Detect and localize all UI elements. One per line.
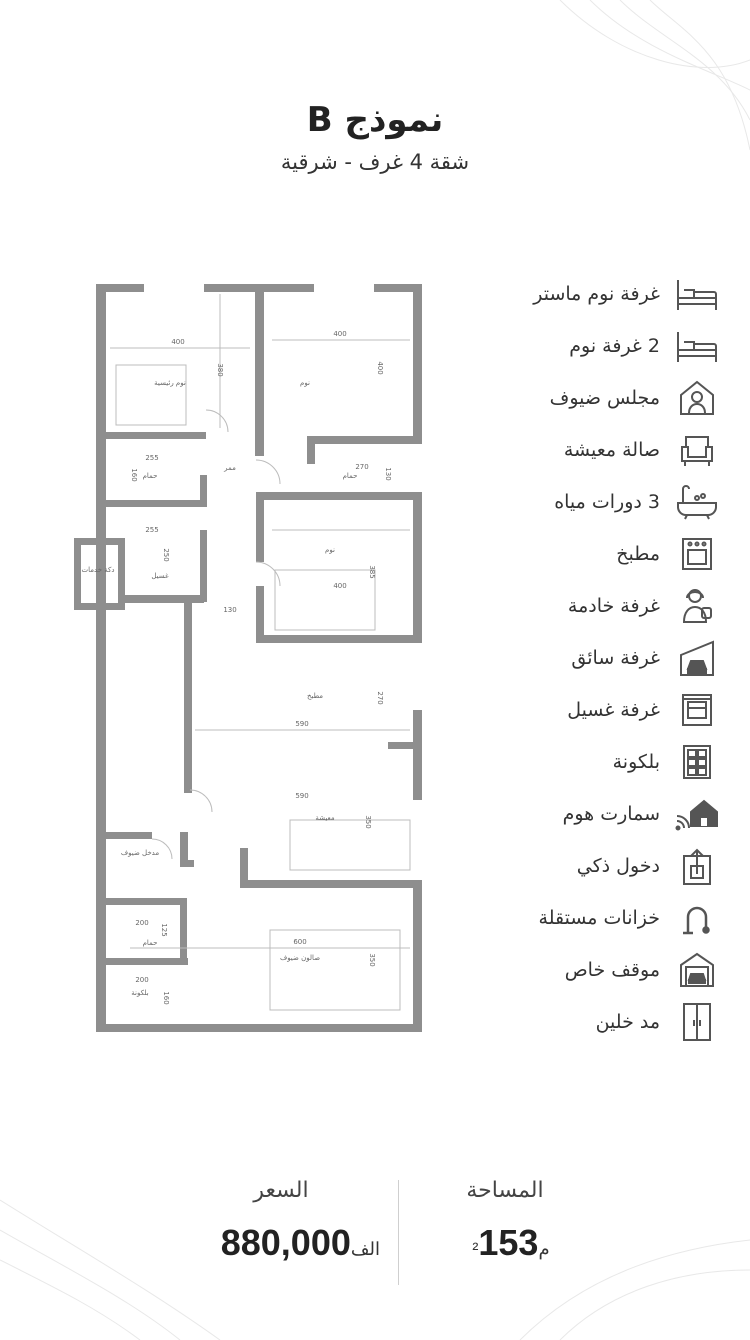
page-subtitle: شقة 4 غرف - شرقية xyxy=(280,150,470,174)
price-label: السعر xyxy=(253,1178,309,1203)
dim-label: 200 xyxy=(135,976,149,984)
dim-label: 255 xyxy=(145,526,159,534)
kitchen-label: مطبخ xyxy=(306,692,324,700)
oven-icon xyxy=(674,534,720,574)
feature-item xyxy=(480,430,720,470)
smart-home-icon xyxy=(674,794,720,834)
armchair-icon xyxy=(674,430,720,470)
feature-item xyxy=(480,586,720,626)
dim-label: 125 xyxy=(160,923,168,937)
dim-label: 350 xyxy=(368,953,376,967)
feature-label: موقف خاص xyxy=(564,959,660,981)
dim-label: 200 xyxy=(135,919,149,927)
water-tank-icon xyxy=(674,898,720,938)
storage-label: دكة خدمات xyxy=(81,566,115,574)
dim-label: 400 xyxy=(333,330,347,338)
dim-label: 590 xyxy=(295,720,309,728)
feature-item xyxy=(480,638,720,678)
feature-label: غرفة غسيل xyxy=(567,699,660,721)
dim-label: 385 xyxy=(368,565,376,579)
dim-label: 160 xyxy=(130,468,138,482)
master-bedroom-label: نوم رئيسية xyxy=(154,379,186,387)
feature-item xyxy=(480,898,720,938)
stats-divider xyxy=(398,1180,399,1285)
dim-label: 350 xyxy=(364,815,372,829)
stats-section xyxy=(0,1160,750,1310)
feature-label: غرفة نوم ماستر xyxy=(533,283,660,305)
guest-house-icon xyxy=(674,378,720,418)
dim-label: 250 xyxy=(162,548,170,562)
bed-icon xyxy=(674,274,720,314)
dim-label: 400 xyxy=(171,338,185,346)
feature-label: غرفة خادمة xyxy=(567,595,660,617)
bath1-label: حمام xyxy=(142,472,158,480)
feature-item xyxy=(480,326,720,366)
feature-label: سمارت هوم xyxy=(562,803,660,825)
feature-label: دخول ذكي xyxy=(576,855,660,877)
dim-label: 400 xyxy=(333,582,347,590)
feature-label: مطبخ xyxy=(616,543,660,565)
feature-item xyxy=(480,846,720,886)
bedroom2-label: نوم xyxy=(325,546,335,554)
dim-label: 600 xyxy=(293,938,307,946)
dim-label: 270 xyxy=(376,691,384,705)
price-unit: الف xyxy=(350,1239,380,1259)
dim-label: 590 xyxy=(295,792,309,800)
living-label: معيشة xyxy=(315,814,335,822)
feature-label: 3 دورات مياه xyxy=(554,491,660,513)
area-label: المساحة xyxy=(466,1178,544,1203)
feature-item xyxy=(480,794,720,834)
maid-icon xyxy=(674,586,720,626)
parking-icon xyxy=(674,950,720,990)
washer-icon xyxy=(674,690,720,730)
bedroom1-label: نوم xyxy=(300,379,310,387)
feature-label: صالة معيشة xyxy=(563,439,660,461)
dim-label: 160 xyxy=(162,991,170,1005)
guest-bath-label: حمام xyxy=(142,939,158,947)
bath2-label: حمام xyxy=(342,472,358,480)
floor-plan-walls xyxy=(74,284,422,1032)
corridor-label: ممر xyxy=(224,464,236,472)
majlis-label: صالون ضيوف xyxy=(279,954,321,962)
area-number: 153 xyxy=(478,1222,539,1263)
dim-label: 130 xyxy=(384,467,392,481)
floor-plan xyxy=(60,270,440,1050)
feature-item xyxy=(480,742,720,782)
price-value xyxy=(150,1222,380,1264)
smart-entry-icon xyxy=(674,846,720,886)
feature-item xyxy=(480,534,720,574)
dim-label: 380 xyxy=(216,363,224,377)
dim-label: 255 xyxy=(145,454,159,462)
area-unit: م² xyxy=(472,1239,550,1259)
page-title: نموذج B xyxy=(306,100,444,140)
feature-item xyxy=(480,274,720,314)
window-icon xyxy=(674,742,720,782)
feature-label: بلكونة xyxy=(612,751,660,773)
bed-icon xyxy=(674,326,720,366)
dim-label: 130 xyxy=(223,606,237,614)
feature-label: مجلس ضيوف xyxy=(549,387,660,409)
guest-entry-label: مدخل ضيوف xyxy=(120,849,160,857)
bathtub-icon xyxy=(674,482,720,522)
feature-item xyxy=(480,378,720,418)
area-value xyxy=(446,1222,576,1264)
feature-item xyxy=(480,950,720,990)
balcony-label: بلكونة xyxy=(131,989,149,997)
feature-label: خزانات مستقلة xyxy=(538,907,660,929)
feature-label: غرفة سائق xyxy=(571,647,660,669)
dim-label: 270 xyxy=(355,463,369,471)
feature-item xyxy=(480,690,720,730)
feature-label: مد خلين xyxy=(595,1011,660,1033)
feature-item xyxy=(480,1002,720,1042)
dim-label: 400 xyxy=(376,361,384,375)
feature-item xyxy=(480,482,720,522)
feature-label: 2 غرفة نوم xyxy=(569,335,660,357)
garage-car-icon xyxy=(674,638,720,678)
laundry-label: غسيل xyxy=(151,572,169,580)
double-door-icon xyxy=(674,1002,720,1042)
price-number: 880,000 xyxy=(220,1222,351,1263)
